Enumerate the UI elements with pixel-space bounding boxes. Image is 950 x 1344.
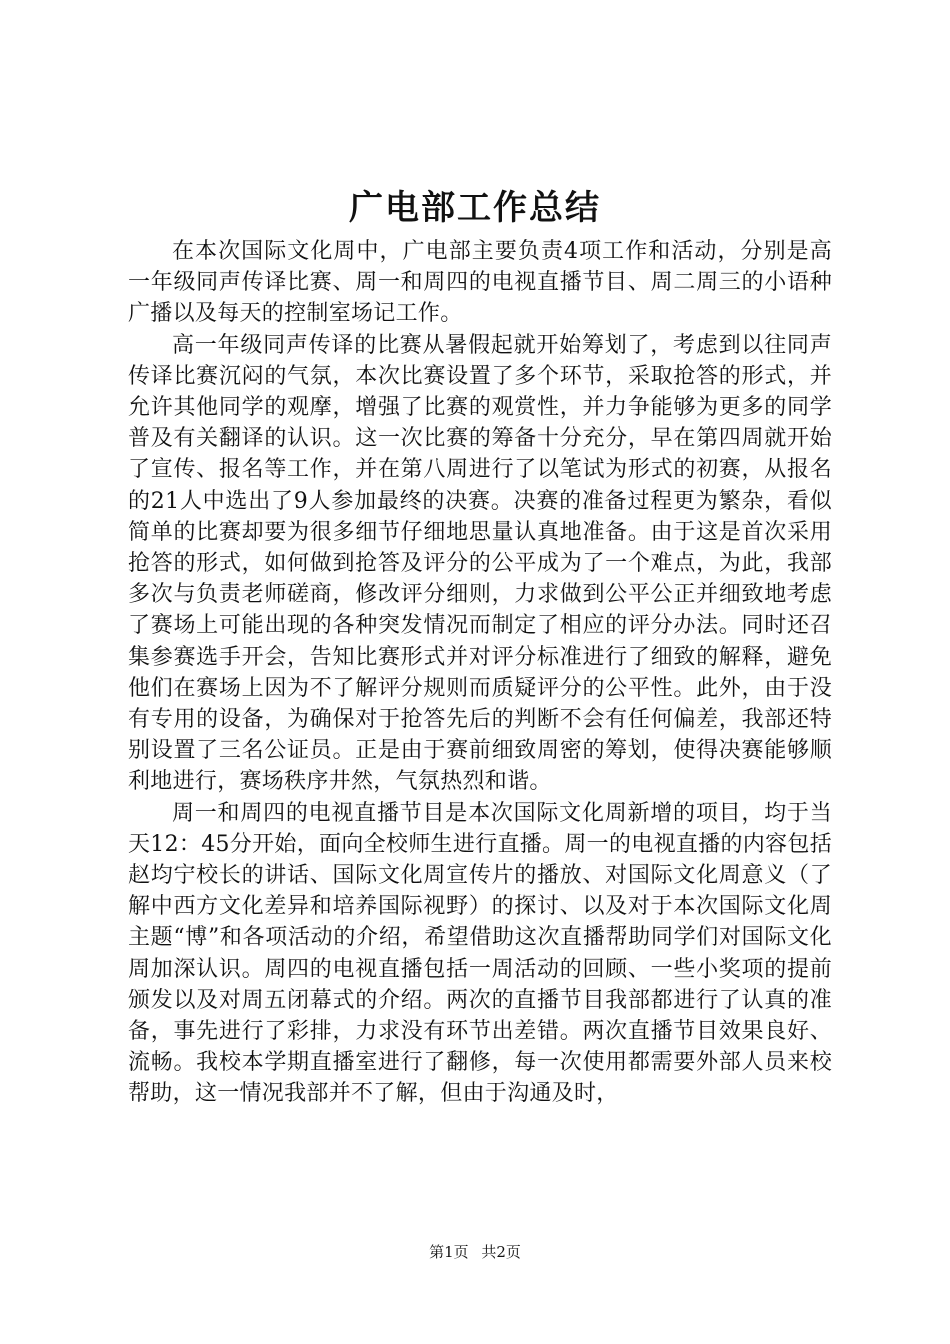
page-number: 第1页 [429,1243,469,1261]
paragraph-interpretation-contest: 高一年级同声传译的比赛从暑假起就开始筹划了，考虑到以往同声传译比赛沉闷的气氛，本次比赛设置了多个环节，采取抢答的形式，并允许其他同学的观摩，增强了比赛的观赏性，并力争能够为更多的同学普及有关翻译的认识。这一次比赛的筹备十分充分，早在第四周就开始了宣传、报名等工作，并在第八周进行了以笔试为形式的初赛，从报名的21人中选出了9人参加最终的决赛。决赛的准备过程更为繁杂，看似简单的比赛却要为很多细节仔细地思量认真地准备。由于这是首次采用抢答的形式，如何做到抢答及评分的公平成为了一个难点，为此，我部多次与负责老师磋商，修改评分细则，力求做到公平公正并细致地考虑了赛场上可能出现的各种突发情况而制定了相应的评分办法。同时还召集参赛选手开会，告知比赛形式并对评分标准进行了细致的解释，避免他们在赛场上因为不了解评分规则而质疑评分的公平性。此外，由于没有专用的设备，为确保对于抢答先后的判断不会有任何偏差，我部还特别设置了三名公证员。正是由于赛前细致周密的筹划，使得决赛能够顺利地进行，赛场秩序井然，气氛热烈和谐。 [128,332,832,795]
document-body [128,236,832,1110]
paragraph-intro: 在本次国际文化周中，广电部主要负责4项工作和活动，分别是高一年级同声传译比赛、周一和周四的电视直播节目、周二周三的小语种广播以及每天的控制室场记工作。 [128,239,832,327]
page-footer [0,1242,950,1262]
page-total: 共2页 [481,1243,521,1261]
document-title: 广电部工作总结 [349,188,601,228]
paragraph-tv-broadcast: 周一和周四的电视直播节目是本次国际文化周新增的项目，均于当天12：45分开始，面向全校师生进行直播。周一的电视直播的内容包括赵均宁校长的讲话、国际文化周宣传片的播放、对国际文化周意义（了解中西方文化差异和培养国际视野）的探讨、以及对于本次国际文化周主题“博”和各项活动的介绍，希望借助这次直播帮助同学们对国际文化周加深认识。周四的电视直播包括一周活动的回顾、一些小奖项的提前颁发以及对周五闭幕式的介绍。两次的直播节目我部都进行了认真的准备，事先进行了彩排，力求没有环节出差错。两次直播节目效果良好、流畅。我校本学期直播室进行了翻修，每一次使用都需要外部人员来校帮助，这一情况我部并不了解，但由于沟通及时， [128,800,832,1107]
